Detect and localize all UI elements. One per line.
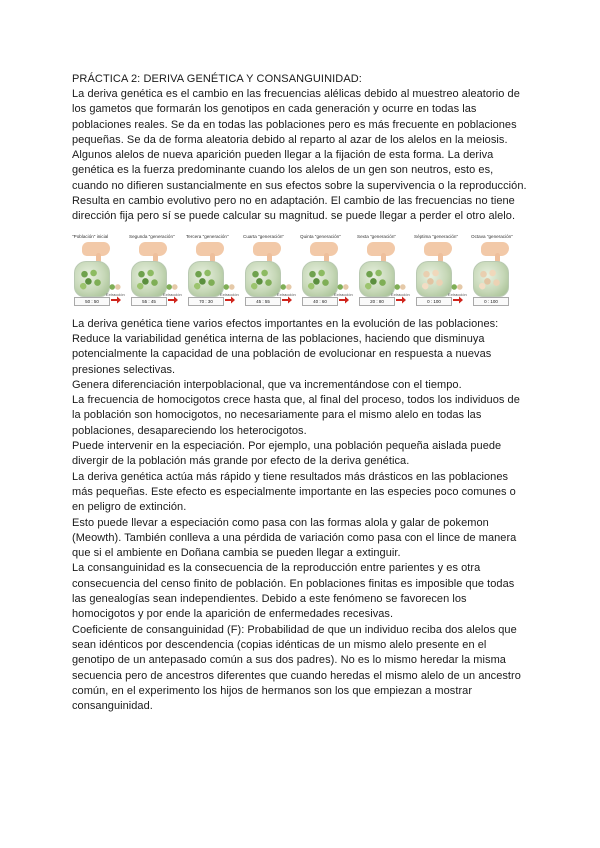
sample-label: Extracción [334, 291, 353, 297]
figure-stage [414, 233, 467, 311]
genetic-drift-figure [72, 233, 528, 311]
beans-icon [477, 267, 503, 291]
document-page [72, 72, 528, 714]
body-paragraph: La consanguinidad es la consecuencia de la reproducción entre parientes y es otra consecuencia del censo finito de población. En poblaciones finitas es imposible que todas las genealogías sean independientes. Debido a este fenómeno se favorecen los homocigotos y por ende la aparición de enfermedades recesivas. [72, 562, 515, 621]
beans-icon [363, 267, 389, 291]
sample-label: Extracción [391, 291, 410, 297]
red-arrow-icon [111, 296, 121, 304]
beans-icon [420, 267, 446, 291]
stage-label: Octava "generación" [471, 233, 513, 239]
sample-beans-icon [222, 283, 236, 291]
body-paragraph: La deriva genética actúa más rápido y tiene resultados más drásticos en las poblaciones más pequeñas. Este efecto es especialmente importante en las especies poco comunes o en peligro de extinción. [72, 470, 516, 514]
body-paragraphs [72, 317, 528, 715]
body-paragraph: Esto puede llevar a especiación como pasa con las formas alola y galar de pokemon (Meowth). También conlleva a una pérdida de variación como pasa con el lince de manera que si el ambiente en Doñana cambia se pueden llegar a extinguir. [72, 516, 517, 560]
figure-stage [243, 233, 296, 311]
stage-label: Séptima "generación" [414, 233, 459, 239]
beans-icon [306, 267, 332, 291]
figure-stage [357, 233, 410, 311]
red-arrow-icon [396, 296, 406, 304]
sample-beans-icon [108, 283, 122, 291]
stage-label: "Población" inicial [72, 233, 109, 239]
beans-icon [192, 267, 218, 291]
red-arrow-icon [168, 296, 178, 304]
body-paragraph: Coeficiente de consanguinidad (F): Probabilidad de que un individuo reciba dos alelos que sean idénticos por descendencia (copias idénticas de un mismo alelo presente en el genotipo de un antepasado común a sus dos padres). No es lo mismo heredar la misma secuencia pero de ancestros diferentes que cuando heredas el mismo alelo de un ancestro común, en el experimento los hijos de hermanos son los que empiezan a mostrar consanguinidad. [72, 623, 521, 713]
stage-count: 45 : 55 [245, 297, 281, 306]
body-paragraph: La frecuencia de homocigotos crece hasta que, al final del proceso, todos los individuos de la población son homocigotos, no necesariamente para el mismo alelo en todas las poblaciones, desapareciendo los heterocigotos. [72, 394, 520, 437]
stage-count: 55 : 45 [131, 297, 167, 306]
beans-icon [78, 267, 104, 291]
stage-label: Segunda "generación" [129, 233, 175, 239]
stage-count: 50 : 50 [74, 297, 110, 306]
figure-stage [471, 233, 521, 311]
sample-label: Extracción [448, 291, 467, 297]
body-paragraph: Genera diferenciación interpoblacional, que va incrementándose con el tiempo. [72, 378, 462, 391]
figure-stage [72, 233, 125, 311]
sample-label: Extracción [163, 291, 182, 297]
beans-icon [135, 267, 161, 291]
figure-stage [129, 233, 182, 311]
sample-beans-icon [336, 283, 350, 291]
body-paragraph: Reduce la variabilidad genética interna de las poblaciones, haciendo que disminuya potencialmente la capacidad de una población de evolucionar en respuesta a nuevas presiones selectivas. [72, 332, 492, 376]
figure-stage [300, 233, 353, 311]
stage-count: 0 : 100 [473, 297, 509, 306]
intro-paragraph: La deriva genética es el cambio en las frecuencias alélicas debido al muestreo aleatorio de los gametos que formarán los genotipos en cada generación y ocurre en todas las poblaciones reales. Se da en todas las poblaciones pero es más frecuente en poblaciones pequeñas. Se da de forma aleatoria debido al reparto al azar de los alelos en la meiosis. Algunos alelos de nueva aparición pueden llegar a la fijación de esta forma. La deriva genética es la fuerza predominante cuando los alelos de un gen son neutros, esto es, cuando no difieren sustancialmente en sus efectos sobre la supervivencia o la reproducción. Resulta en cambio evolutivo pero no en adaptación. El cambio de las frecuencias no tiene dirección fija pero sí se puede calcular su magnitud. se puede llegar a perder el otro alelo. [72, 88, 527, 223]
sample-beans-icon [393, 283, 407, 291]
sample-beans-icon [450, 283, 464, 291]
sample-beans-icon [279, 283, 293, 291]
sample-label: Extracción [106, 291, 125, 297]
stage-label: Sexta "generación" [357, 233, 397, 239]
red-arrow-icon [339, 296, 349, 304]
body-paragraph: La deriva genética tiene varios efectos importantes en la evolución de las poblaciones: [72, 317, 499, 330]
figure-stage [186, 233, 239, 311]
red-arrow-icon [282, 296, 292, 304]
document-title: PRÁCTICA 2: DERIVA GENÉTICA Y CONSANGUINIDAD: [72, 73, 362, 85]
body-paragraph: Puede intervenir en la especiación. Por ejemplo, una población pequeña aislada puede divergir de la población más grande por efecto de la deriva genética. [72, 440, 502, 468]
red-arrow-icon [225, 296, 235, 304]
stage-label: Tercera "generación" [186, 233, 229, 239]
stage-count: 0 : 100 [416, 297, 452, 306]
sample-beans-icon [165, 283, 179, 291]
stage-label: Cuarta "generación" [243, 233, 285, 239]
sample-label: Extracción [220, 291, 239, 297]
stage-count: 40 : 60 [302, 297, 338, 306]
stage-label: Quinta "generación" [300, 233, 341, 239]
stage-count: 20 : 80 [359, 297, 395, 306]
beans-icon [249, 267, 275, 291]
sample-label: Extracción [277, 291, 296, 297]
stage-count: 70 : 30 [188, 297, 224, 306]
red-arrow-icon [453, 296, 463, 304]
